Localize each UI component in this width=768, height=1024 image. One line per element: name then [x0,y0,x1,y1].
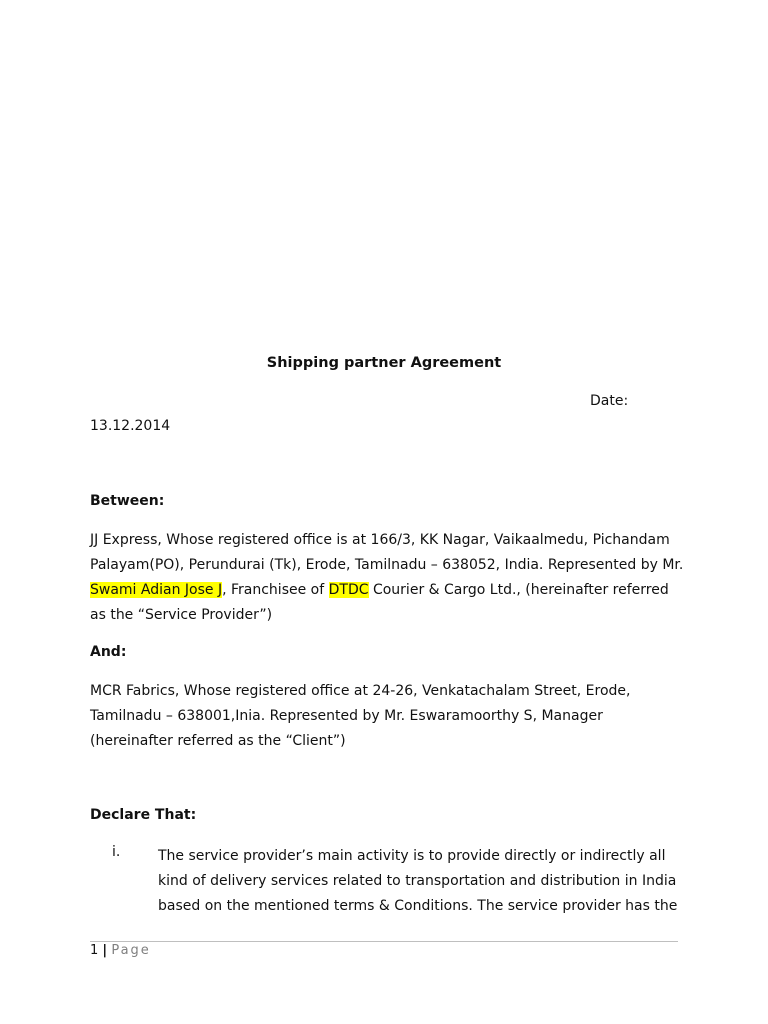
between-line-3 [90,578,690,603]
footer-page-word: Page [111,943,151,958]
between-line-2: Palayam(PO), Perundurai (Tk), Erode, Tamilnadu – 638052, India. Represented by Mr. [90,557,684,573]
highlighted-brand: DTDC [328,582,369,598]
and-heading: And: [90,644,127,660]
and-line-2: Tamilnadu – 638001,Inia. Represented by Mr. Eswaramoorthy S, Manager [90,708,603,724]
list-item-text [158,844,698,919]
franchisee-text: , Franchisee of [222,582,329,598]
list-item-number: i. [112,844,121,860]
list-item-line-2: kind of delivery services related to transportation and distribution in India [158,873,677,889]
and-line-1: MCR Fabrics, Whose registered office at 24-26, Venkatachalam Street, Erode, [90,683,631,699]
declare-heading: Declare That: [90,807,197,823]
and-line-3: (hereinafter referred as the “Client”) [90,733,346,749]
between-paragraph [90,528,690,628]
highlighted-name: Swami Adian Jose J [90,582,223,598]
footer-divider [90,941,678,942]
between-heading: Between: [90,493,165,509]
and-paragraph [90,679,690,754]
page-footer [90,943,151,958]
company-text: Courier & Cargo Ltd., (hereinafter referred [368,582,669,598]
between-line-1: JJ Express, Whose registered office is at 166/3, KK Nagar, Vaikaalmedu, Pichandam [90,532,670,548]
footer-page-number: 1 [90,943,99,958]
date-label: Date: [590,393,629,409]
list-item-line-1: The service provider’s main activity is to provide directly or indirectly all [158,848,666,864]
between-line-4: as the “Service Provider”) [90,607,273,623]
list-item-line-3: based on the mentioned terms & Conditions. The service provider has the [158,898,678,914]
date-value: 13.12.2014 [90,418,171,434]
footer-separator: | [102,943,108,958]
document-title: Shipping partner Agreement [266,355,502,371]
